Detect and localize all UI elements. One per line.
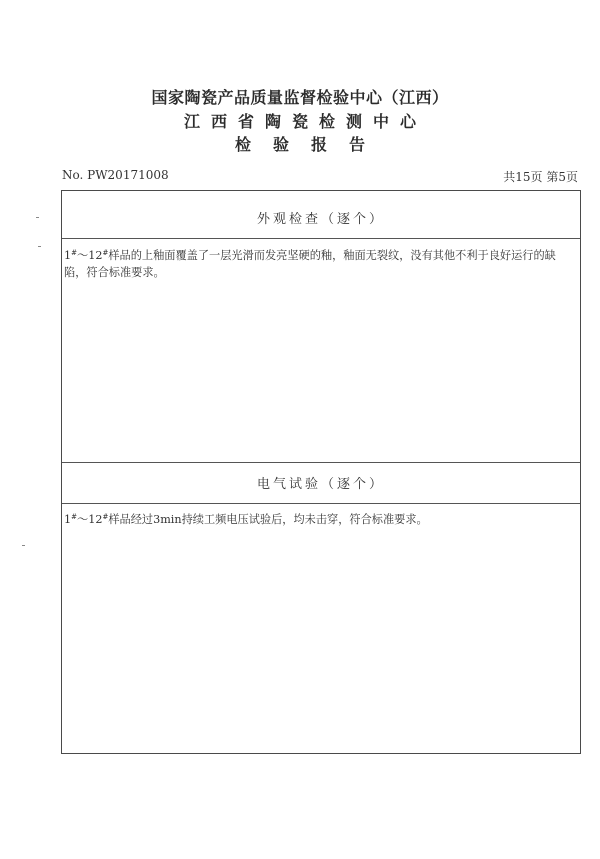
- divider: [62, 503, 580, 504]
- section-text: 样品的上釉面覆盖了一层光滑而发亮坚硬的釉，釉面无裂纹，没有其他不利于良好运行的缺陷，符合标准要求。: [64, 249, 556, 279]
- page-info: 共15页 第5页: [503, 170, 578, 184]
- range-separator: ～: [77, 249, 89, 262]
- section-header-electrical: 电气试验（逐个）: [256, 477, 385, 492]
- divider: [62, 462, 580, 463]
- scan-speck: [38, 246, 41, 247]
- divider: [62, 238, 580, 239]
- sample-to: 12: [88, 249, 103, 262]
- sample-mark: #: [102, 513, 109, 521]
- sample-mark: #: [102, 249, 109, 257]
- section-header-appearance: 外观检查（逐个）: [256, 212, 385, 227]
- sample-from: 1: [64, 513, 72, 526]
- sample-mark: #: [71, 249, 77, 257]
- report-title-line-3: 检验报告: [234, 135, 387, 154]
- report-title-line-2: 江西省陶瓷检测中心: [183, 112, 427, 131]
- sample-to: 12: [88, 513, 103, 526]
- report-table: [61, 190, 581, 754]
- report-number: No. PW20171008: [62, 168, 169, 182]
- sample-from: 1: [64, 249, 72, 262]
- range-separator: ～: [77, 513, 89, 526]
- sample-mark: #: [71, 513, 77, 521]
- scan-speck: [22, 545, 25, 546]
- section-body-appearance: [64, 245, 578, 281]
- section-text: 样品经过3min持续工频电压试验后，均未击穿，符合标准要求。: [108, 513, 428, 526]
- report-title-line-1: 国家陶瓷产品质量监督检验中心（江西）: [151, 88, 449, 107]
- scan-speck: [36, 217, 39, 218]
- section-body-electrical: [64, 509, 578, 528]
